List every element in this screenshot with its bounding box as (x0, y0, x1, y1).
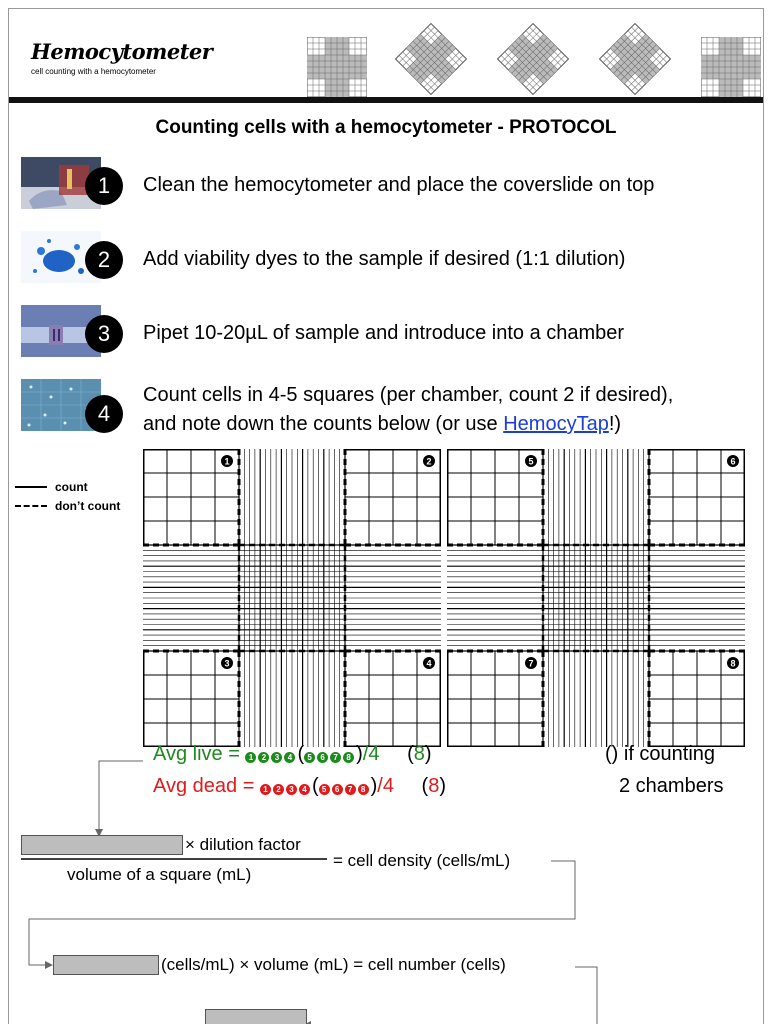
header (9, 9, 763, 99)
alt-close: ) (424, 743, 432, 765)
square-number: 8 (730, 658, 736, 669)
step-number: 4 (85, 395, 123, 433)
square-number: 7 (528, 658, 534, 669)
step-text: Add viability dyes to the sample if desired (1:1 dilution) (143, 248, 626, 270)
legend-dont-count (15, 496, 120, 515)
alt-divisor: 8 (413, 743, 425, 765)
square-marker: 6 (332, 784, 343, 795)
step-text-line: Count cells in 4-5 squares (per chamber, count 2 if desired), (143, 384, 674, 406)
square-number: 6 (730, 456, 736, 467)
alt-group-open: ( (297, 743, 305, 766)
square-marker: 6 (317, 752, 328, 763)
square-number: 1 (224, 456, 230, 467)
alt-open: ( (421, 775, 429, 797)
step-text-line (143, 410, 673, 439)
alt-group-open: ( (311, 775, 319, 798)
square-number: 2 (426, 456, 432, 467)
flow-connectors (9, 749, 763, 1024)
volume-label: volume of a square (mL) (67, 865, 252, 884)
square-marker: 2 (258, 752, 269, 763)
note-line1: () if counting (605, 743, 716, 765)
alt-group-close: ) (370, 775, 378, 798)
grid-icon (495, 21, 571, 97)
alt-close: ) (439, 775, 447, 797)
grid-icon (701, 37, 761, 97)
square-marker: 7 (330, 752, 341, 763)
grid-icon (393, 21, 469, 97)
alt-group-close: ) (356, 743, 363, 766)
square-marker: 8 (343, 752, 354, 763)
square-number: 4 (426, 658, 432, 669)
logo: Hemocytometer (31, 39, 213, 64)
step-text-segment: !) (608, 413, 622, 435)
cell-number-box[interactable] (205, 1009, 307, 1024)
square-marker: 1 (260, 784, 271, 795)
step-text (143, 381, 673, 439)
header-divider (9, 97, 763, 103)
step-number: 2 (85, 241, 123, 279)
square-marker: 2 (273, 784, 284, 795)
legend-label: don’t count (55, 498, 121, 513)
step-text: Pipet 10-20µL of sample and introduce into a chamber (143, 322, 625, 344)
square-marker: 4 (299, 784, 310, 795)
square-marker: 3 (286, 784, 297, 795)
square-marker: 4 (284, 752, 295, 763)
live-count-box[interactable] (21, 835, 183, 855)
alt-divisor: 8 (428, 775, 440, 797)
square-marker: 8 (358, 784, 369, 795)
step-number: 1 (85, 167, 123, 205)
page-title: Counting cells with a hemocytometer - PROTOCOL (155, 117, 617, 138)
square-number: 3 (224, 658, 230, 669)
logo-subtitle: cell counting with a hemocytometer (31, 67, 156, 76)
cell-number-label: (cells/mL) × volume (mL) = cell number (cells) (161, 955, 506, 974)
square-marker: 3 (271, 752, 282, 763)
square-marker: 5 (319, 784, 330, 795)
step-text-segment: and note down the counts below (or use (143, 413, 504, 435)
chamber-grid-right (447, 449, 745, 747)
legend-count (15, 477, 120, 496)
square-number: 5 (528, 456, 534, 467)
avg-live-divisor: /4 (362, 743, 380, 765)
solid-line-icon (15, 486, 47, 488)
note-line2: 2 chambers (619, 775, 724, 797)
square-marker: 7 (345, 784, 356, 795)
avg-live-label: Avg live = (153, 743, 240, 765)
dashed-line-icon (15, 505, 47, 507)
density-label: = cell density (cells/mL) (333, 851, 511, 870)
step-number: 3 (85, 315, 123, 353)
square-marker: 1 (245, 752, 256, 763)
density-box[interactable] (53, 955, 159, 975)
protocol-page (8, 8, 764, 1024)
alt-open: ( (407, 743, 414, 765)
chamber-grid-left (143, 449, 441, 747)
step-text: Clean the hemocytometer and place the coverslide on top (143, 174, 655, 196)
grid-icon (597, 21, 673, 97)
square-marker: 5 (304, 752, 315, 763)
avg-dead-divisor: /4 (377, 775, 394, 797)
dilution-factor-label: × dilution factor (185, 835, 301, 854)
legend-label: count (55, 479, 88, 494)
legend (15, 477, 120, 515)
hemocytap-link[interactable]: HemocyTap (503, 413, 609, 435)
avg-dead-label: Avg dead = (153, 775, 255, 797)
grid-icon (307, 37, 367, 97)
